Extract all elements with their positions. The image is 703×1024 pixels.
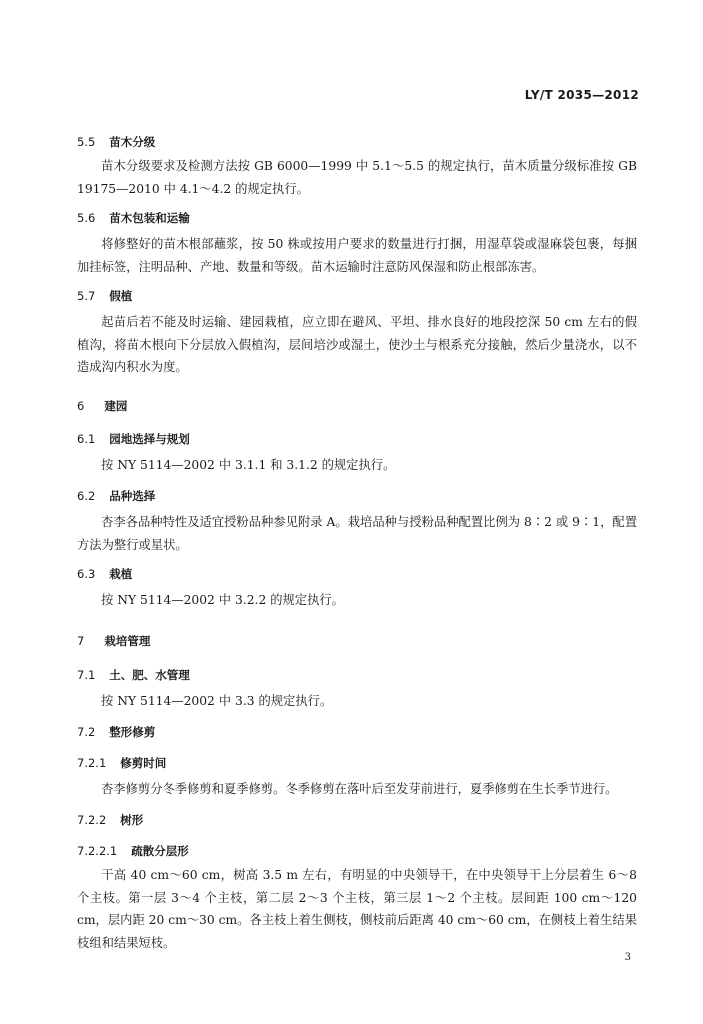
section-heading-6 (77, 398, 127, 414)
section-number: 7 (77, 634, 85, 648)
section-title: 土、肥、水管理 (109, 668, 190, 682)
section-title: 建园 (104, 399, 128, 413)
section-heading-7 (77, 633, 150, 649)
section-title: 园地选择与规划 (109, 432, 190, 446)
paragraph-text: 苗木分级要求及检测方法按 GB 6000—1999 中 5.1～5.5 的规定执行，苗木质量分级标准按 GB 19175—2010 中 4.1～4.2 的规定执行。 (77, 159, 637, 196)
section-title: 品种选择 (109, 489, 156, 503)
section-title: 修剪时间 (120, 756, 167, 770)
paragraph-text: 杏李修剪分冬季修剪和夏季修剪。冬季修剪在落叶后至发芽前进行，夏季修剪在生长季节进行。 (101, 782, 618, 796)
section-number: 5.6 (77, 211, 96, 225)
paragraph-6-1 (77, 454, 637, 477)
section-title: 苗木分级 (109, 135, 156, 149)
section-title: 树形 (120, 813, 144, 827)
paragraph-7-2-1 (77, 778, 637, 801)
section-heading-6-3 (77, 566, 132, 582)
paragraph-5-7 (77, 311, 637, 379)
standard-code-header: LY/T 2035—2012 (524, 88, 639, 102)
section-heading-7-2-1 (77, 755, 166, 771)
section-number: 7.2.2 (77, 813, 107, 827)
section-number: 6 (77, 399, 85, 413)
section-title: 栽培管理 (104, 634, 151, 648)
section-title: 假植 (109, 289, 133, 303)
section-number: 7.1 (77, 668, 96, 682)
paragraph-6-3 (77, 589, 637, 612)
paragraph-text: 按 NY 5114—2002 中 3.2.2 的规定执行。 (101, 593, 344, 607)
section-heading-7-2-2 (77, 812, 143, 828)
section-heading-7-2 (77, 724, 155, 740)
section-number: 7.2 (77, 725, 96, 739)
paragraph-7-2-2-1 (77, 864, 637, 954)
paragraph-7-1 (77, 690, 637, 713)
page-number: 3 (624, 952, 631, 963)
paragraph-text: 按 NY 5114—2002 中 3.3 的规定执行。 (101, 694, 333, 708)
section-number: 6.1 (77, 432, 96, 446)
paragraph-5-5 (77, 155, 637, 200)
section-number: 7.2.2.1 (77, 844, 118, 858)
section-heading-7-2-2-1 (77, 843, 189, 859)
section-number: 7.2.1 (77, 756, 107, 770)
paragraph-6-2 (77, 511, 637, 556)
section-heading-5-6 (77, 210, 190, 226)
section-heading-6-1 (77, 431, 190, 447)
paragraph-text: 杏李各品种特性及适宜授粉品种参见附录 A。栽培品种与授粉品种配置比例为 8∶2 或 9∶1，配置方法为整行或星状。 (77, 515, 637, 552)
section-heading-7-1 (77, 667, 190, 683)
paragraph-5-6 (77, 233, 637, 278)
section-number: 5.5 (77, 135, 96, 149)
paragraph-text: 干高 40 cm～60 cm，树高 3.5 m 左右，有明显的中央领导干，在中央领导干上分层着生 6～8 个主枝。第一层 3～4 个主枝，第二层 2～3 个主枝，第三层 1～2 个主枝。层间距 100 cm～120 cm，层内距 20 cm～30 cm。各主枝上着生侧枝，侧枝前后距离 40 cm～60 cm，在侧枝上着生结果枝组和结果短枝。 (77, 868, 637, 950)
section-heading-5-5 (77, 134, 155, 150)
section-heading-5-7 (77, 288, 132, 304)
paragraph-text: 按 NY 5114—2002 中 3.1.1 和 3.1.2 的规定执行。 (101, 458, 396, 472)
paragraph-text: 将修整好的苗木根部蘸浆，按 50 株或按用户要求的数量进行打捆，用湿草袋或湿麻袋包裹，每捆加挂标签，注明品种、产地、数量和等级。苗木运输时注意防风保湿和防止根部冻害。 (77, 237, 637, 274)
paragraph-text: 起苗后若不能及时运输、建园栽植，应立即在避风、平坦、排水良好的地段挖深 50 cm 左右的假植沟，将苗木根向下分层放入假植沟，层间培沙或湿土，使沙土与根系充分接触，然后少量浇水，以不造成沟内积水为度。 (77, 315, 637, 374)
section-title: 栽植 (109, 567, 133, 581)
section-number: 6.3 (77, 567, 96, 581)
section-title: 苗木包装和运输 (109, 211, 190, 225)
section-heading-6-2 (77, 488, 155, 504)
section-number: 5.7 (77, 289, 96, 303)
section-title: 整形修剪 (109, 725, 156, 739)
section-number: 6.2 (77, 489, 96, 503)
section-title: 疏散分层形 (131, 844, 189, 858)
